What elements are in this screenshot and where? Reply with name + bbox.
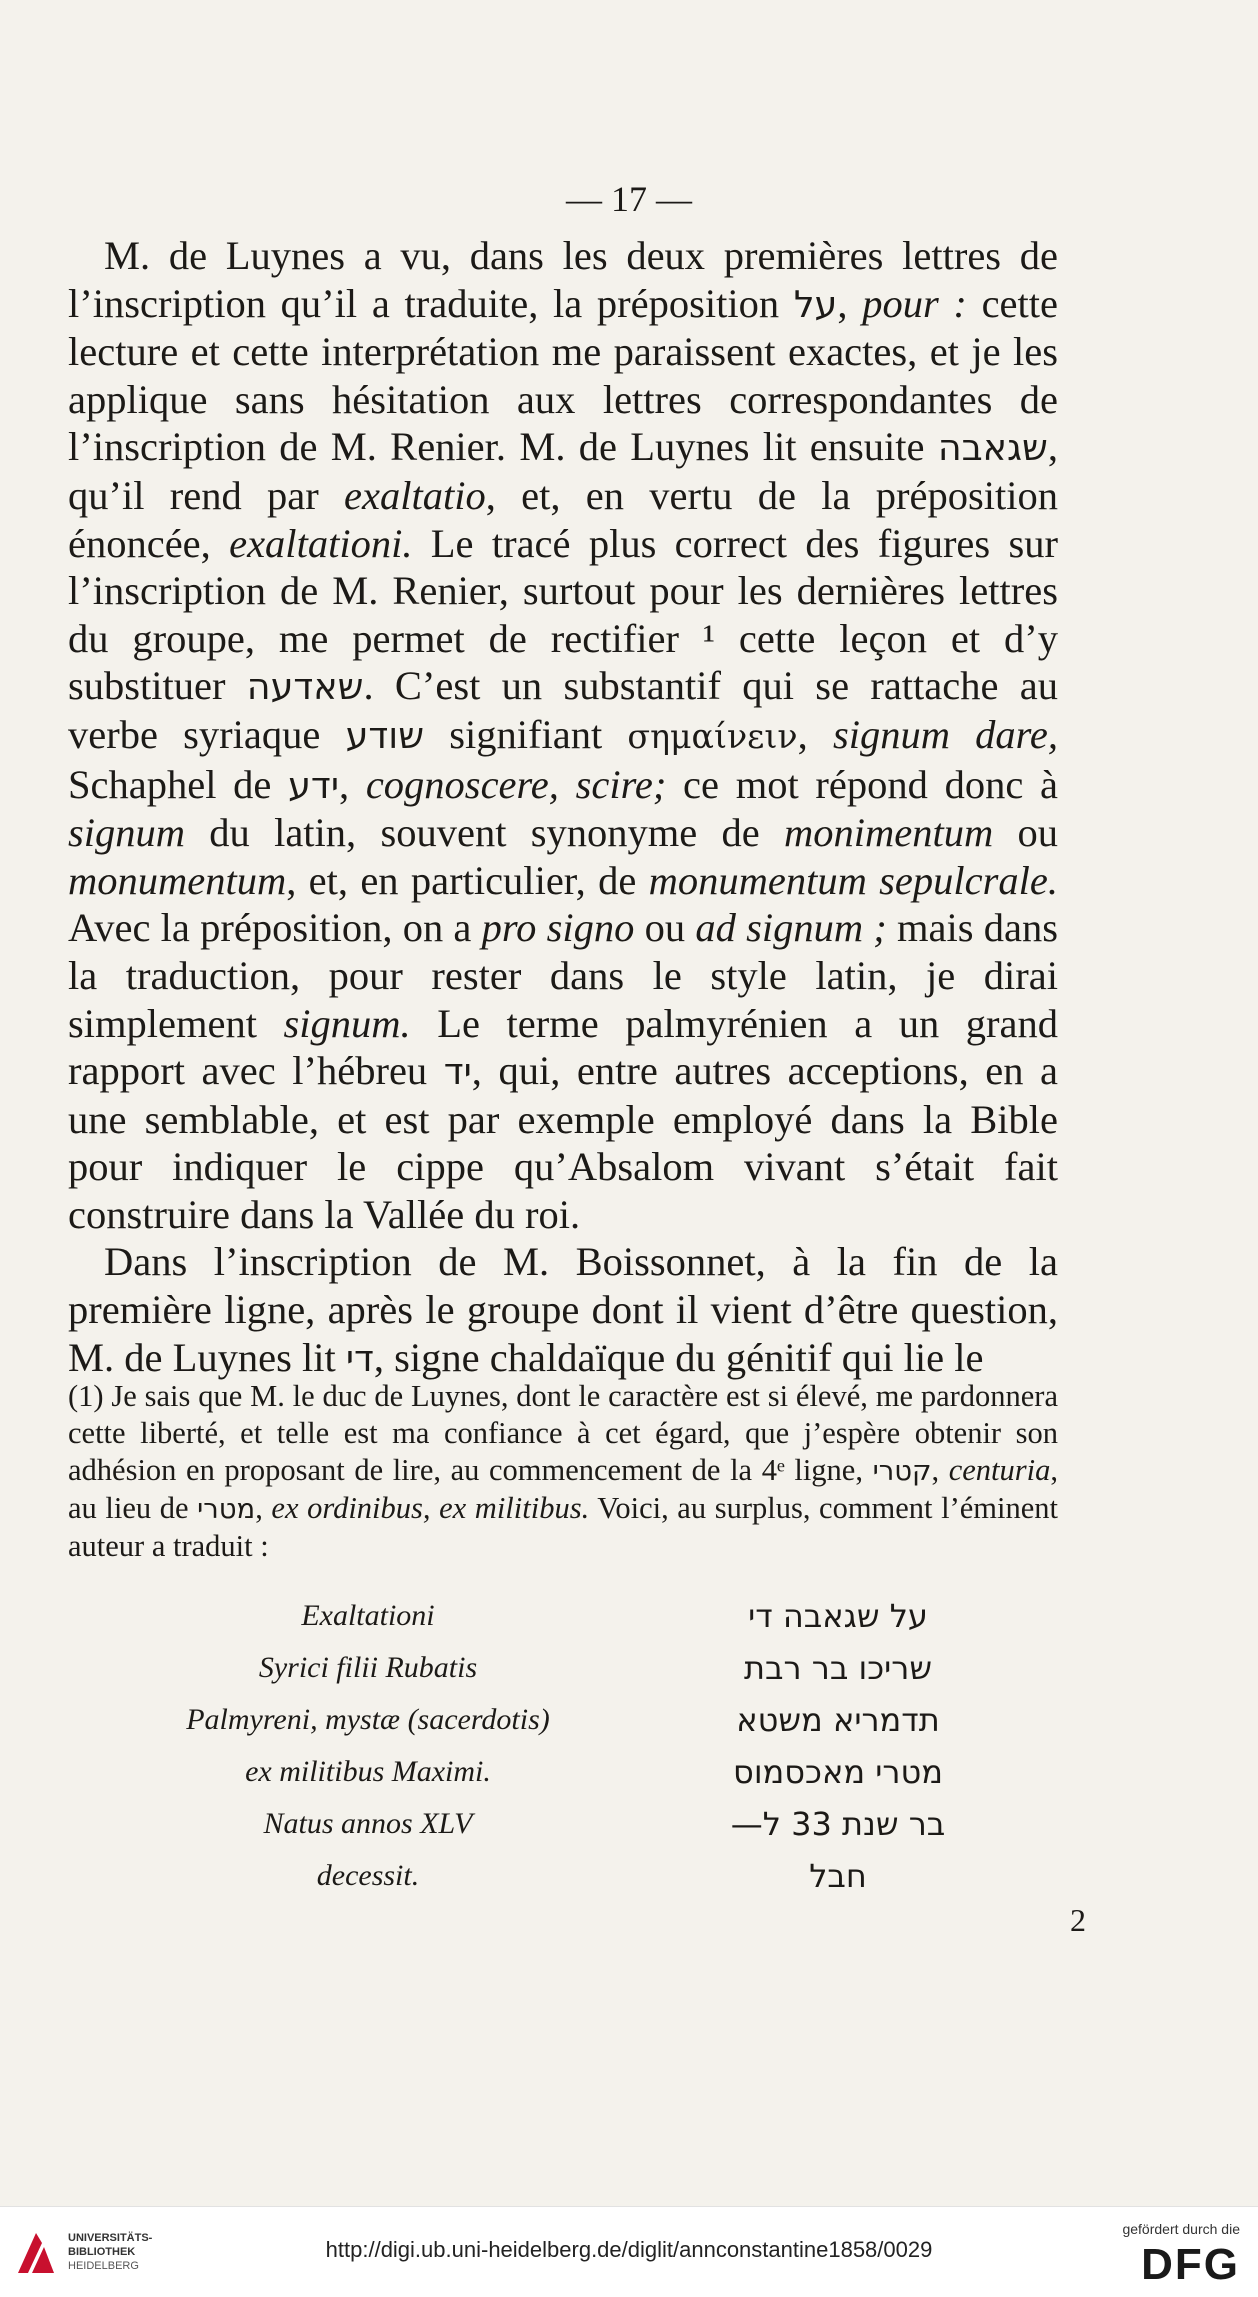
italic-text: monimentum <box>784 810 994 856</box>
italic-text: signum dare, <box>832 711 1059 757</box>
hebrew-word: די <box>345 1336 374 1380</box>
paragraph: M. de Luynes a vu, dans les deux premières lettres de l’inscription qu’il a traduite, la préposition על, pour : cette lecture et cette interprétation me paraissent exactes, et je les applique sans hésitation aux lettres correspondantes de l’inscription de M. Renier. M. de Luynes lit ensuite שגאבה, qu’il rend par exaltatio, et, en vertu de la préposition énoncée, exaltationi. Le tracé plus correct des figures sur l’inscription de M. Renier, surtout pour les dernières lettres du groupe, me permet de rectifier ¹ cette leçon et d’y substituer שאדעה. C’est un substantif qui se rattache au verbe syriaque שודע signifiant σημαίνειν, signum dare, Schaphel de ידע, cognoscere, scire; ce mot répond donc à signum du latin, souvent synonyme de monimentum ou monumentum, et, en particulier, de monumentum sepulcrale. Avec la préposition, on a pro signo ou ad signum ; mais dans la traduction, pour rester dans le style latin, je dirai simplement signum. Le terme palmyrénien a un grand rapport avec l’hébreu יד, qui, entre autres acceptions, en a une semblable, et est par exemple employé dans la Bible pour indiquer le cippe qu’Absalom vivant s’était fait construire dans la Vallée du roi. <box>68 233 1059 1237</box>
dfg-logo: DFG <box>1141 2240 1240 2289</box>
hebrew-original: מטרי מאכסמוס <box>733 1753 943 1791</box>
hebrew-original: תדמריא משטא <box>736 1701 940 1739</box>
page-number: — 17 — <box>566 179 692 219</box>
hebrew-word: מטרי <box>197 1494 256 1525</box>
funder-label: gefördert durch die <box>1122 2221 1240 2237</box>
italic-text: cognoscere, scire; <box>365 761 667 807</box>
hebrew-original: שריכו בר רבת <box>743 1649 933 1687</box>
hebrew-original: בר שנת 33 ל— <box>730 1805 946 1843</box>
translation-row <box>68 1798 1058 1850</box>
italic-text: pro signo <box>481 905 635 951</box>
translation-row <box>68 1590 1058 1642</box>
hebrew-original: חבל <box>809 1857 867 1895</box>
latin-translation: Syrici filii Rubatis <box>258 1651 478 1684</box>
latin-translation: Palmyreni, mystæ (sacerdotis) <box>186 1703 550 1736</box>
institution-line-1: UNIVERSITÄTS- <box>68 2232 153 2244</box>
latin-translation: Natus annos XLV <box>263 1807 473 1840</box>
italic-text: exaltationi. <box>229 520 413 566</box>
italic-text: pour : <box>862 280 967 326</box>
signature-mark: 2 <box>1070 1902 1086 1938</box>
footnote-text: (1) Je sais que M. le duc de Luynes, dont le caractère est si élevé, me pardonnera cette liberté, et telle est ma confiance à cet égard, que j’espère obtenir son adhésion en proposant de lire, au commencement de la 4ᵉ ligne, קטרי, centuria, au lieu de מטרי, ex ordinibus, ex militibus. Voici, au surplus, comment l’éminent auteur a traduit : <box>68 1379 1059 1563</box>
translation-row <box>68 1746 1058 1798</box>
institution-line-2: BIBLIOTHEK <box>68 2246 136 2258</box>
latin-translation: Exaltationi <box>301 1599 435 1632</box>
hebrew-word: על <box>793 282 838 326</box>
hebrew-original: על שגאבה די <box>748 1597 928 1635</box>
hebrew-word: שאדעה <box>246 665 364 709</box>
italic-text: signum. <box>283 1000 411 1046</box>
hebrew-word: קטרי <box>872 1456 932 1487</box>
translation-table <box>68 1590 1058 1902</box>
body-text <box>68 232 1058 1382</box>
paragraph: Dans l’inscription de M. Boissonnet, à la fin de la première ligne, après le groupe dont il vient d’être question, M. de Luynes lit די, signe chaldaïque du génitif qui lie le <box>68 1239 1058 1380</box>
italic-text: signum <box>68 810 186 856</box>
italic-text: ex ordinibus, ex militibus. <box>271 1491 590 1525</box>
latin-translation: ex militibus Maximi. <box>245 1755 491 1788</box>
hebrew-word: ידע <box>288 763 339 807</box>
greek-word: σημαίνειν <box>627 716 798 756</box>
hebrew-word: יד <box>443 1050 472 1094</box>
translation-row <box>68 1850 1058 1902</box>
page-url-link[interactable]: http://digi.ub.uni-heidelberg.de/diglit/annconstantine1858/0029 <box>325 2237 933 2262</box>
italic-text: ad signum ; <box>695 905 887 951</box>
hebrew-word: שודע <box>345 713 425 757</box>
italic-text: centuria <box>948 1453 1051 1487</box>
translation-row <box>68 1642 1058 1694</box>
institution-line-3: HEIDELBERG <box>68 2260 139 2272</box>
italic-text: monumentum <box>68 857 287 903</box>
viewer-footer <box>0 2206 1258 2297</box>
footnote <box>68 1378 1058 1565</box>
latin-translation: decessit. <box>316 1859 420 1892</box>
italic-text: monumentum sepulcrale. <box>648 857 1059 903</box>
translation-row <box>68 1694 1058 1746</box>
italic-text: exaltatio <box>344 472 486 518</box>
hebrew-word: שגאבה <box>937 426 1048 470</box>
